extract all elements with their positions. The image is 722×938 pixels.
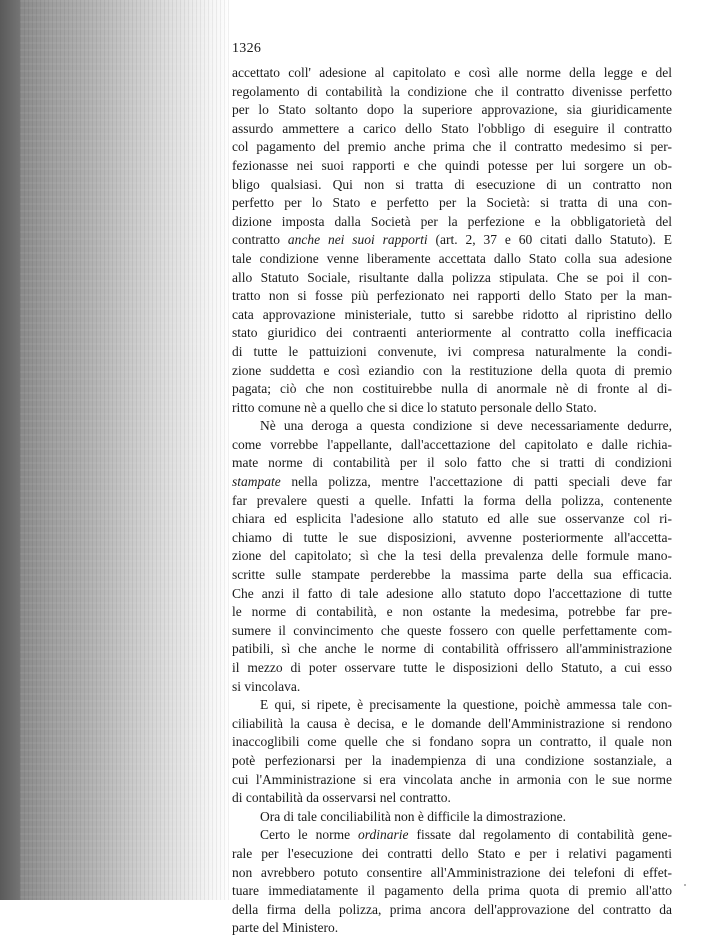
text-line: tratto non si fosse più perfezionato nei rapporti dello Stato per la man-: [232, 288, 672, 304]
text-line: per lo Stato soltanto dopo la superiore approvazione, sia giuridicamente: [232, 102, 672, 118]
text-run: fissate dal regolamento di contabilità gene-: [408, 827, 672, 843]
page-number: 1326: [232, 41, 262, 56]
text-line: inaccoglibili come quelle che si fondano sopra un contratto, il quale non: [232, 734, 672, 750]
text-run: Certo le norme: [260, 827, 359, 843]
paragraph: [232, 696, 672, 808]
text-line: mate norme di contabilità per il solo fatto che si tratti di condizioni: [232, 455, 672, 471]
text-line: zione suddetta e così eziandio con la restituzione della quota di premio: [232, 362, 672, 378]
text-line: col pagamento del premio anche prima che il contratto medesimo si per-: [232, 139, 672, 155]
book-spine: [0, 0, 20, 900]
text-line: chiara ed esplicita l'adesione allo statuto ed alle sue osservanze col ri-: [232, 511, 672, 527]
text-line: [232, 231, 672, 250]
text-line: cata approvazione ministeriale, tutto si sarebbe ridotto al ripristino dello: [232, 306, 672, 322]
text-line: chiamo di tutte le sue disposizioni, avvenne posteriormente all'accetta-: [232, 529, 672, 545]
page-text: [232, 64, 672, 938]
text-line: della firma della polizza, prima ancora dell'approvazione del contratto da: [232, 901, 672, 917]
text-line: le norme di contabilità, e non ostante la medesima, potrebbe far pre-: [232, 604, 672, 620]
text-line: non avrebbero potuto consentire all'Amministrazione dei telefoni di effet-: [232, 864, 672, 880]
emphasized-text: stampate: [232, 474, 281, 490]
text-line: dizione imposta dalla Società per la perfezione e la obbligatorietà del: [232, 213, 672, 229]
text-line: accettato coll' adesione al capitolato e così alle norme della legge e del: [232, 65, 672, 80]
text-line: il mezzo di poter osservare tutte le disposizioni dello Statuto, a cui esso: [232, 660, 672, 675]
text-line: assurdo ammettere a carico dello Stato l'obbligo di eseguire il contratto: [232, 120, 672, 136]
text-line: far prevalere questi a quelle. Infatti la forma della polizza, contenente: [232, 492, 672, 508]
text-line: sumere il convincimento che queste fossero con quelle perfettamente com-: [232, 622, 672, 638]
text-line: [232, 826, 672, 845]
paper-speck: [684, 884, 686, 886]
text-line: tuare immediatamente il pagamento della prima quota di premio all'atto: [232, 883, 672, 899]
emphasized-text: ordinarie: [358, 827, 409, 843]
text-line: di contabilità da osservarsi nel contratto.: [232, 790, 451, 806]
text-line: regolamento di contabilità la condizione che il contratto divenisse perfetto: [232, 83, 672, 99]
text-line: fezionasse nei suoi rapporti e che quindi potesse per lui sorgere un ob-: [232, 157, 672, 173]
text-line: ritto comune nè a quello che si dice lo statuto personale dello Stato.: [232, 399, 597, 415]
text-line: E qui, si ripete, è precisamente la questione, poichè ammessa tale con-: [260, 697, 672, 713]
text-line: pagata; ciò che non costituirebbe nulla di anormale nè di fronte al di-: [232, 381, 672, 397]
text-line: tale condizione venne liberamente accettata dallo Stato colla sua adesione: [232, 250, 672, 266]
text-line: si vincolava.: [232, 678, 301, 694]
binding-shadow: [0, 0, 230, 900]
text-run: nella polizza, mentre l'accettazione di patti speciali deve far: [280, 474, 672, 490]
text-line: zione del capitolato; sì che la tesi della prevalenza delle formule mano-: [232, 548, 672, 564]
text-line: [232, 473, 672, 492]
text-line: scritte sulle stampate perderebbe la massima parte della sua efficacia.: [232, 567, 672, 583]
paragraph: [232, 826, 672, 938]
text-line: perfetto per lo Stato e perfetto per la Società: si tratta di una con-: [232, 195, 672, 211]
text-line: potè perfezionarsi per la inadempienza di una condizione sostanziale, a: [232, 752, 672, 768]
emphasized-text: anche nei suoi rapporti: [287, 232, 428, 248]
paragraph: [232, 808, 672, 827]
text-line: rale per l'esecuzione dei contratti dello Stato e per i relativi pagamenti: [232, 845, 672, 861]
text-line: Che anzi il fatto di tale adesione allo statuto dopo l'accettazione di tutte: [232, 585, 672, 601]
text-line: ciliabilità la causa è decisa, e le domande dell'Amministrazione si rendono: [232, 715, 672, 731]
text-line: allo Statuto Sociale, risultante dalla polizza stipulata. Che se poi il con-: [232, 269, 672, 285]
text-line: patibili, sì che anche le norme di contabilità offrissero all'amministrazione: [232, 641, 672, 657]
text-line: parte del Ministero.: [232, 920, 339, 936]
text-line: cui l'Amministrazione si era vincolata anche in armonia con le sue norme: [232, 771, 672, 787]
paragraph: [232, 417, 672, 696]
text-line: di tutte le pattuizioni convenute, ivi compresa naturalmente la condi-: [232, 343, 672, 359]
text-line: come vorrebbe l'appellante, dall'accettazione del capitolato e dalle richia-: [232, 436, 672, 452]
text-run: contratto: [232, 232, 288, 248]
text-line: bligo qualsiasi. Qui non si tratta di esecuzione di un contratto non: [232, 176, 672, 192]
text-line: stato giuridico dei contraenti anteriormente al contratto colla inefficacia: [232, 325, 672, 341]
text-line: Nè una deroga a questa condizione si deve necessariamente dedurre,: [260, 418, 672, 434]
text-run: (art. 2, 37 e 60 citati dallo Statuto). E: [427, 232, 672, 248]
text-line: Ora di tale conciliabilità non è difficile la dimostrazione.: [260, 808, 567, 824]
paragraph: [232, 64, 672, 417]
